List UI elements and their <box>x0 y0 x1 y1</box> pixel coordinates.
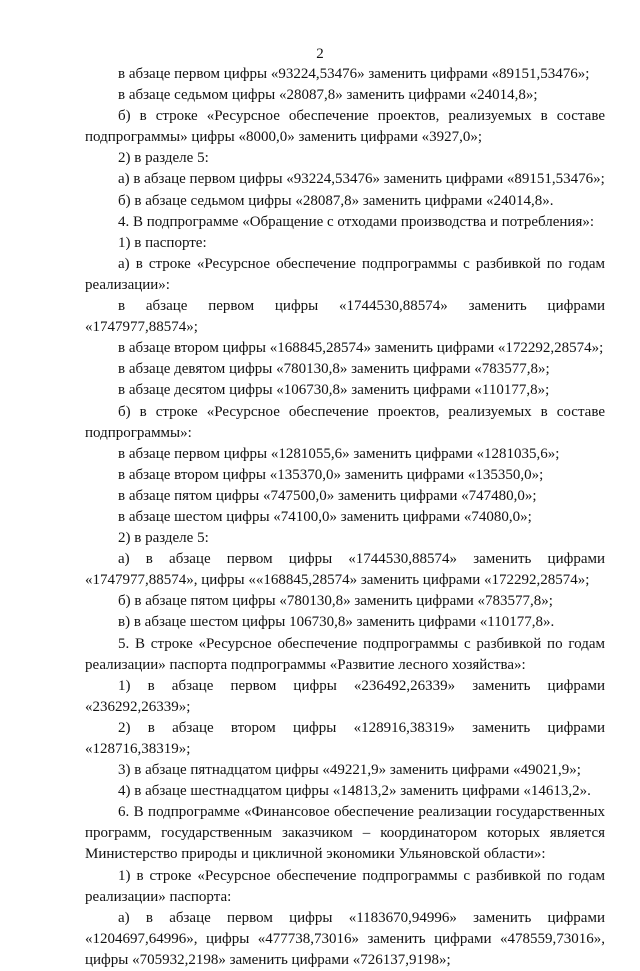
paragraph: в абзаце первом цифры «93224,53476» заменить цифрами «89151,53476»; <box>118 66 590 82</box>
paragraph: 5. В строке «Ресурсное обеспечение подпрограммы с разбивкой по годам реализации» паспорта подпрограммы «Развитие лесного хозяйства»: <box>85 635 605 673</box>
paragraph: в абзаце первом цифры «1744530,88574» заменить цифрами «1747977,88574»; <box>85 298 605 336</box>
paragraph: б) в строке «Ресурсное обеспечение проектов, реализуемых в составе подпрограммы»: <box>85 403 605 441</box>
paragraph: 1) в абзаце первом цифры «236492,26339» заменить цифрами «236292,26339»; <box>85 677 605 715</box>
paragraph: в абзаце десятом цифры «106730,8» заменить цифрами «110177,8»; <box>118 382 550 399</box>
paragraph: в абзаце шестом цифры «74100,0» заменить цифрами «74080,0»; <box>118 508 532 525</box>
paragraph: 6. В подпрограмме «Финансовое обеспечение реализации государственных программ, государственным заказчиком – координатором которых является Министерство природы и цикличной экономики Ульяновской области»: <box>85 804 605 863</box>
paragraph: а) в абзаце первом цифры «1744530,88574» заменить цифрами «1747977,88574», цифры ««168845,28574» заменить цифрами «172292,28574»; <box>85 551 605 589</box>
paragraph: в абзаце пятом цифры «747500,0» заменить цифрами «747480,0»; <box>118 487 537 504</box>
paragraph: в абзаце втором цифры «168845,28574» заменить цифрами «172292,28574»; <box>118 340 604 357</box>
paragraph: в) в абзаце шестом цифры 106730,8» заменить цифрами «110177,8». <box>118 614 555 631</box>
page-number: 2 <box>316 46 324 62</box>
paragraph: 2) в разделе 5: <box>118 530 209 547</box>
paragraph: а) в строке «Ресурсное обеспечение подпрограммы с разбивкой по годам реализации»: <box>85 255 605 293</box>
paragraph: 1) в паспорте: <box>118 234 207 251</box>
paragraph: в абзаце седьмом цифры «28087,8» заменить цифрами «24014,8»; <box>118 87 538 104</box>
paragraph: в абзаце первом цифры «1281055,6» заменить цифрами «1281035,6»; <box>118 445 560 462</box>
paragraph: в абзаце втором цифры «135370,0» заменить цифрами «135350,0»; <box>118 466 544 483</box>
paragraph: 3) в абзаце пятнадцатом цифры «49221,9» заменить цифрами «49021,9»; <box>118 762 581 779</box>
paragraph: 2) в разделе 5: <box>118 150 209 167</box>
paragraph: 4) в абзаце шестнадцатом цифры «14813,2» заменить цифрами «14613,2». <box>118 783 591 800</box>
paragraph: б) в абзаце седьмом цифры «28087,8» заменить цифрами «24014,8». <box>118 192 554 209</box>
paragraph: 1) в строке «Ресурсное обеспечение подпрограммы с разбивкой по годам реализации» паспорта: <box>85 867 605 905</box>
document-body <box>85 64 605 971</box>
paragraph: 2) в абзаце втором цифры «128916,38319» заменить цифрами «128716,38319»; <box>85 719 605 757</box>
paragraph: а) в абзаце первом цифры «1183670,94996» заменить цифрами «1204697,64996», цифры «477738,73016» заменить цифрами «478559,73016», цифры «705932,2198» заменить цифрами «726137,9198»; <box>85 909 605 968</box>
paragraph: в абзаце девятом цифры «780130,8» заменить цифрами «783577,8»; <box>118 361 550 378</box>
paragraph: б) в строке «Ресурсное обеспечение проектов, реализуемых в составе подпрограммы» цифры «8000,0» заменить цифрами «3927,0»; <box>85 108 605 146</box>
paragraph: а) в абзаце первом цифры «93224,53476» заменить цифрами «89151,53476»; <box>118 171 605 188</box>
paragraph: б) в абзаце пятом цифры «780130,8» заменить цифрами «783577,8»; <box>118 593 553 610</box>
paragraph: 4. В подпрограмме «Обращение с отходами производства и потребления»: <box>118 213 595 230</box>
